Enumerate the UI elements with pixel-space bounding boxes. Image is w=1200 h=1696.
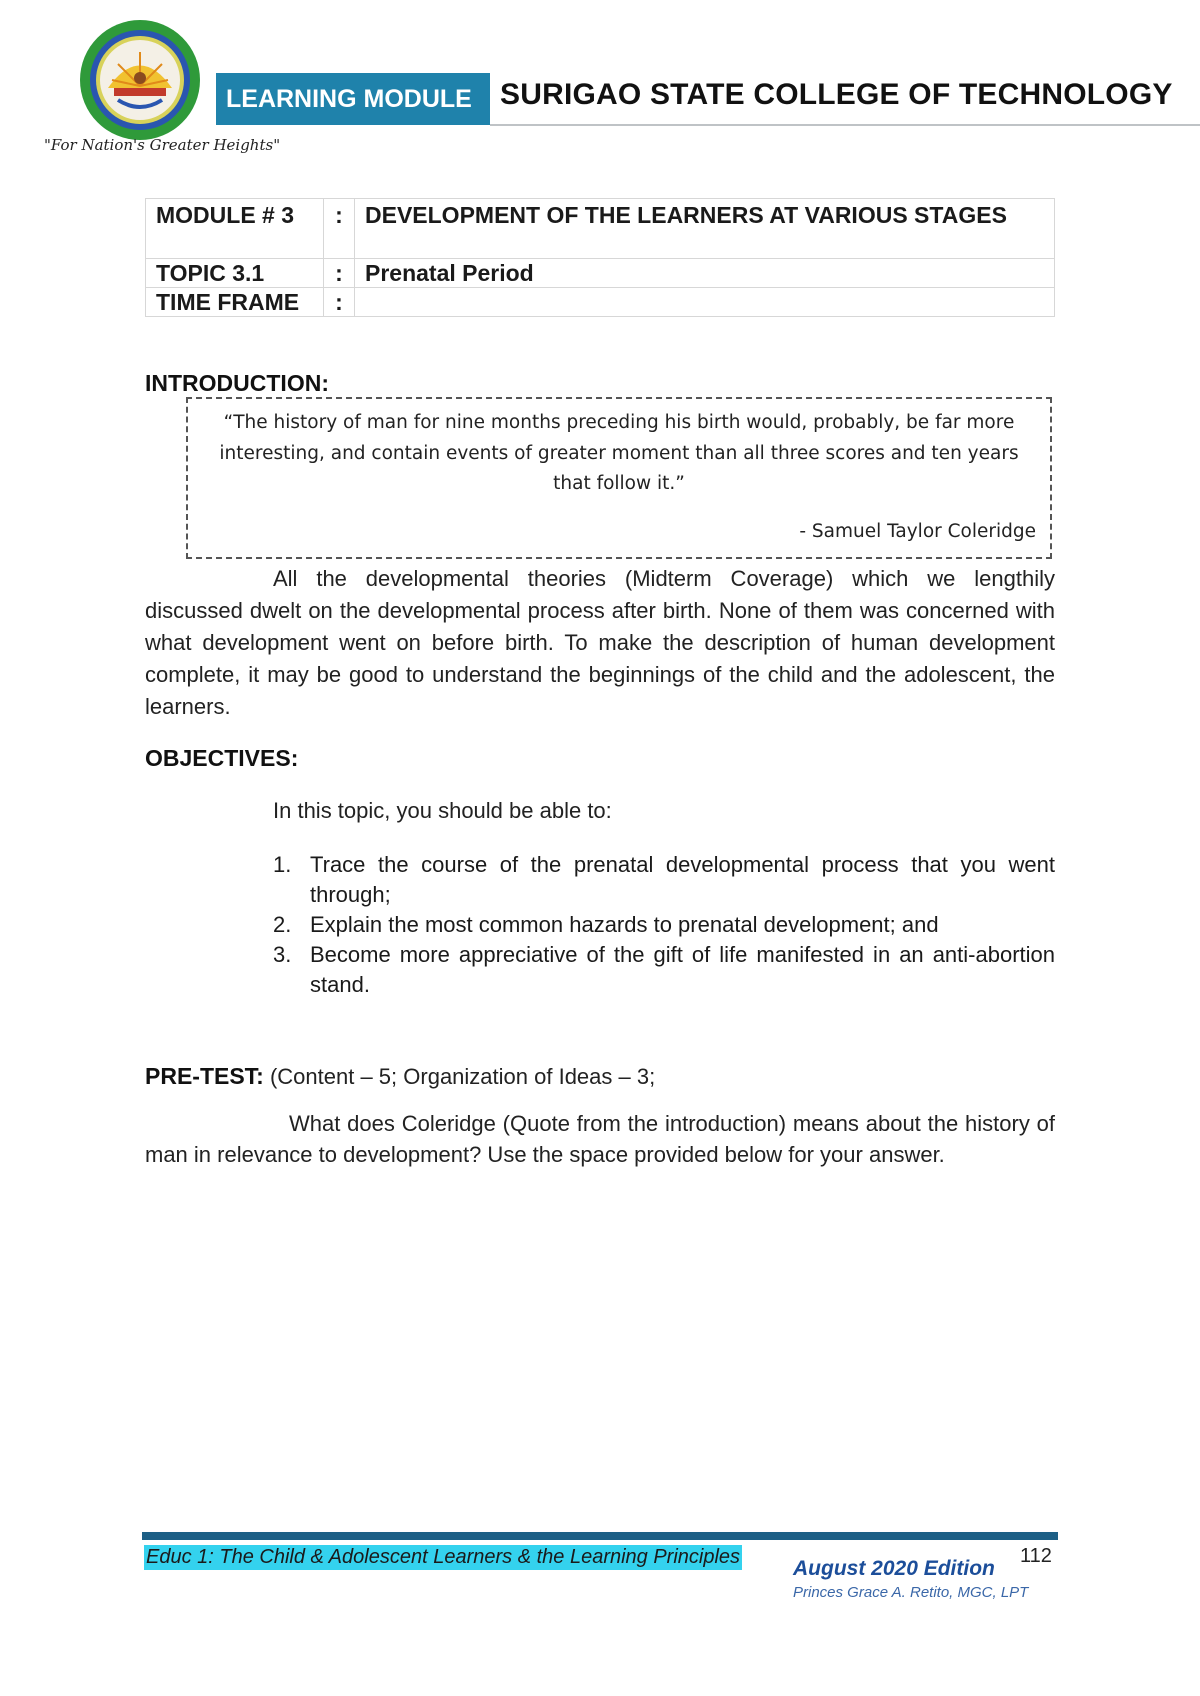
time-frame-label: TIME FRAME: [146, 288, 324, 317]
item-text: Trace the course of the prenatal developmental process that you went through;: [310, 852, 1055, 907]
module-title: DEVELOPMENT OF THE LEARNERS AT VARIOUS STAGES: [355, 199, 1055, 259]
header-divider: [490, 124, 1200, 126]
module-colon: :: [324, 199, 355, 259]
item-number: 1.: [273, 852, 292, 877]
list-item: [273, 850, 1055, 910]
item-text: Explain the most common hazards to prenatal development; and: [310, 912, 939, 937]
time-frame-value: [355, 288, 1055, 317]
quote-text: “The history of man for nine months preceding his birth would, probably, be far more interesting, and contain events of greater moment than all three scores and ten years that follow it.”: [219, 412, 1019, 494]
page-number: 112: [1020, 1545, 1052, 1567]
objectives-list: [273, 850, 1055, 1000]
quote-author: - Samuel Taylor Coleridge: [799, 521, 1036, 542]
introduction-heading: INTRODUCTION:: [145, 370, 329, 396]
quote-box: [186, 397, 1052, 559]
topic-label: TOPIC 3.1: [146, 259, 324, 288]
list-item: [273, 910, 1055, 940]
pretest-question: What does Coleridge (Quote from the introduction) means about the history of man in relevance to development? Use the space provided below for your answer.: [145, 1111, 1055, 1167]
pretest-heading: PRE-TEST:: [145, 1063, 264, 1089]
module-info-table: [145, 198, 1055, 317]
edition-label: August 2020 Edition: [793, 1557, 995, 1580]
learning-module-badge: LEARNING MODULE: [216, 73, 490, 125]
college-name: SURIGAO STATE COLLEGE OF TECHNOLOGY: [500, 78, 1173, 111]
list-item: [273, 940, 1055, 1000]
item-number: 3.: [273, 942, 292, 967]
pretest-criteria: (Content – 5; Organization of Ideas – 3;: [269, 1064, 656, 1089]
module-label: MODULE # 3: [146, 199, 324, 259]
time-frame-colon: :: [324, 288, 355, 317]
time-frame-row: [146, 288, 1055, 317]
college-motto: "For Nation's Greater Heights": [44, 136, 281, 154]
college-seal-icon: [78, 18, 202, 142]
course-title: Educ 1: The Child & Adolescent Learners & the Learning Principles: [146, 1546, 741, 1568]
objectives-heading: OBJECTIVES:: [145, 745, 299, 771]
module-row: [146, 199, 1055, 259]
topic-row: [146, 259, 1055, 288]
introduction-paragraph: All the developmental theories (Midterm Coverage) which we lengthily discussed dwelt on the developmental process after birth. None of them was concerned with what development went on before birth. To make the description of human development complete, it may be good to understand the beginnings of the child and the adolescent, the learners.: [145, 566, 1055, 719]
author-signature: Princes Grace A. Retito, MGC, LPT: [793, 1584, 1029, 1601]
topic-title: Prenatal Period: [355, 259, 1055, 288]
footer-divider: [142, 1532, 1058, 1540]
pretest-line: [145, 1063, 655, 1090]
item-text: Become more appreciative of the gift of life manifested in an anti-abortion stand.: [310, 942, 1055, 997]
objectives-lead: In this topic, you should be able to:: [273, 798, 612, 823]
topic-colon: :: [324, 259, 355, 288]
item-number: 2.: [273, 912, 292, 937]
